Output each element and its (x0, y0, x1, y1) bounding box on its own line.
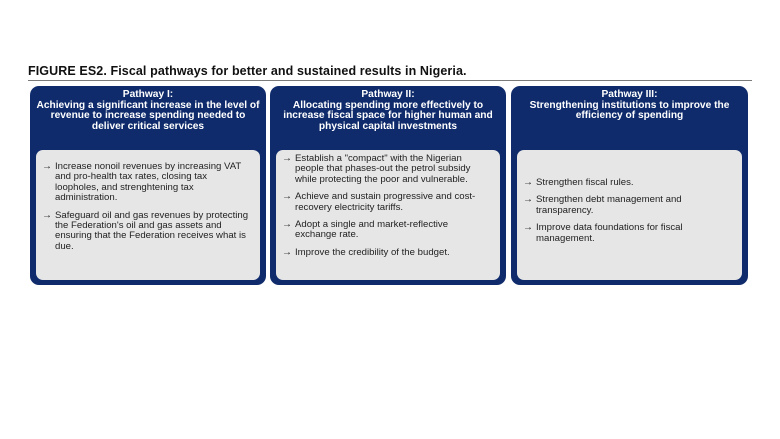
list-item-text: Improve data foundations for fiscal management. (536, 222, 683, 244)
list-item (282, 220, 492, 241)
pathway-3-panel (511, 86, 748, 285)
arrow-right-icon: → (282, 246, 292, 258)
pathway-3-header (511, 86, 748, 122)
pathway-1-subtitle: Achieving a significant increase in the level of revenue to increase spending needed to deliver critical services (36, 99, 260, 132)
arrow-right-icon: → (523, 194, 533, 206)
list-item-text: Improve the credibility of the budget. (295, 246, 450, 258)
pathway-2-title: Pathway II: (361, 89, 415, 100)
arrow-right-icon: → (42, 209, 52, 221)
list-item (282, 192, 492, 213)
pathway-2-subtitle: Allocating spending more effectively to increase fiscal space for higher human and physical capital investments (283, 99, 493, 132)
title-rule (28, 80, 752, 81)
arrow-right-icon: → (42, 161, 52, 172)
list-item (523, 223, 734, 244)
pathway-3-title: Pathway III: (601, 89, 658, 100)
arrow-right-icon: → (523, 222, 533, 234)
list-item (42, 211, 252, 253)
arrow-right-icon: → (282, 191, 292, 203)
list-item-text: Establish a "compact" with the Nigerian people that phases-out the petrol subsidy while protecting the poor and vulnerable. (295, 153, 471, 185)
list-item-text: Adopt a single and market-reflective exchange rate. (295, 219, 449, 241)
arrow-right-icon: → (523, 177, 533, 188)
list-item-text: Increase nonoil revenues by increasing VAT and pro-health tax rates, closing tax loopholes, and strenghtening tax administration. (55, 161, 242, 204)
list-item (523, 178, 734, 188)
pathway-2-body (276, 150, 500, 280)
pathway-2-header (270, 86, 506, 132)
list-item (523, 195, 734, 216)
list-item (42, 162, 252, 204)
list-item (282, 248, 492, 258)
arrow-right-icon: → (282, 153, 292, 164)
list-item-text: Strengthen fiscal rules. (536, 177, 634, 188)
pathway-3-subtitle: Strengthening institutions to improve the efficiency of spending (529, 99, 730, 121)
pathway-2-panel (270, 86, 506, 285)
list-item (282, 154, 492, 185)
pathway-1-body (36, 150, 260, 280)
list-item-text: Strengthen debt management and transparency. (536, 194, 682, 216)
pathway-1-header (30, 86, 266, 132)
figure-title: FIGURE ES2. Fiscal pathways for better and sustained results in Nigeria. (28, 64, 467, 78)
list-item-text: Safeguard oil and gas revenues by protecting the Federation's oil and gas assets and ensuring that the Federation receives what is due. (55, 209, 249, 252)
list-item-text: Achieve and sustain progressive and cost-recovery electricity tariffs. (295, 191, 476, 213)
pathway-1-title: Pathway I: (122, 89, 174, 100)
pathway-3-body (517, 150, 742, 280)
arrow-right-icon: → (282, 219, 292, 231)
pathway-1-panel (30, 86, 266, 285)
